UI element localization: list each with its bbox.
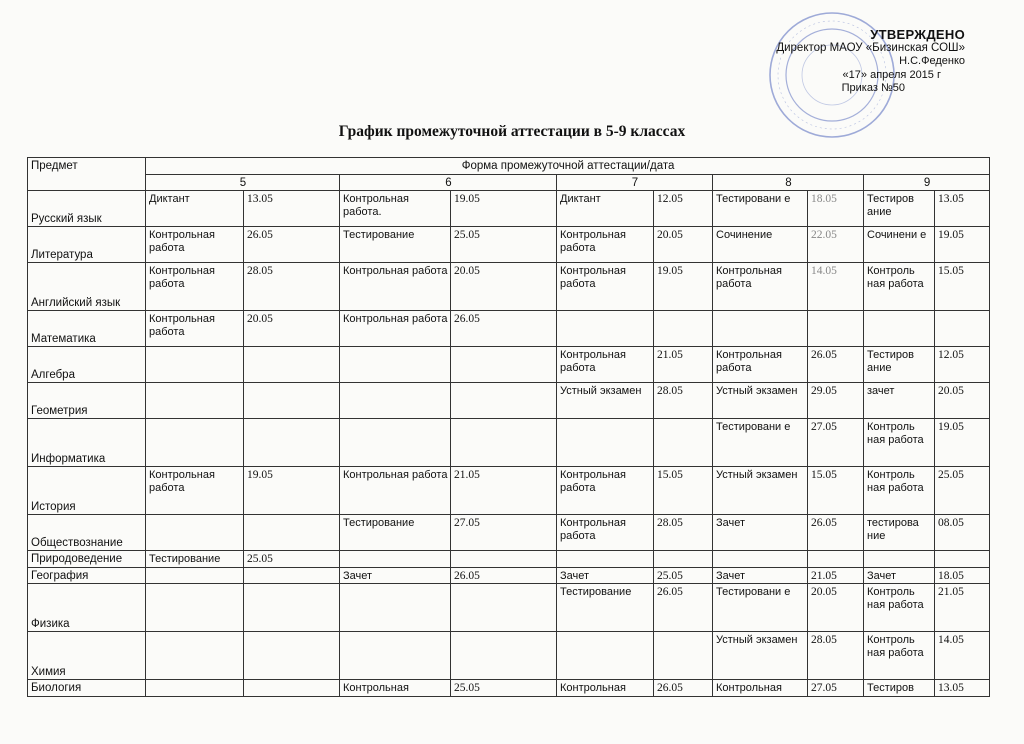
- table-row: [28, 419, 990, 467]
- form-cell: [713, 551, 808, 568]
- form-cell: [864, 311, 935, 347]
- date-cell: 29.05: [808, 383, 864, 419]
- form-cell: Тестирование: [340, 515, 451, 551]
- date-cell: 27.05: [808, 680, 864, 697]
- date-cell: 13.05: [935, 680, 990, 697]
- date-cell: 25.05: [935, 467, 990, 515]
- subject-cell: Химия: [28, 632, 146, 680]
- form-cell: Контроль ная работа: [864, 419, 935, 467]
- date-cell: [451, 632, 557, 680]
- date-cell: [244, 347, 340, 383]
- date-cell: 19.05: [935, 419, 990, 467]
- date-cell: 28.05: [244, 263, 340, 311]
- form-cell: Контрольная работа.: [340, 191, 451, 227]
- form-cell: [146, 680, 244, 697]
- table-row: [28, 347, 990, 383]
- date-cell: 26.05: [654, 584, 713, 632]
- date-cell: 13.05: [244, 191, 340, 227]
- approval-name: Н.С.Феденко: [899, 55, 965, 67]
- form-cell: Тестиров ание: [864, 347, 935, 383]
- table-row: [28, 263, 990, 311]
- form-cell: Контрольная работа: [146, 263, 244, 311]
- date-cell: 27.05: [808, 419, 864, 467]
- date-cell: [244, 680, 340, 697]
- table-row: [28, 551, 990, 568]
- date-cell: 28.05: [808, 632, 864, 680]
- form-cell: Устный экзамен: [713, 632, 808, 680]
- table-row: [28, 383, 990, 419]
- form-cell: [340, 383, 451, 419]
- table-row: [28, 632, 990, 680]
- date-cell: 21.05: [654, 347, 713, 383]
- table-row: [28, 515, 990, 551]
- form-cell: Контрольная работа: [557, 347, 654, 383]
- date-cell: [244, 515, 340, 551]
- date-cell: [808, 311, 864, 347]
- form-cell: [146, 419, 244, 467]
- form-cell: тестирова ние: [864, 515, 935, 551]
- table-row: [28, 227, 990, 263]
- date-cell: 08.05: [935, 515, 990, 551]
- form-cell: [146, 515, 244, 551]
- form-cell: Контроль ная работа: [864, 263, 935, 311]
- subject-cell: Русский язык: [28, 191, 146, 227]
- form-cell: Тестирование: [340, 227, 451, 263]
- subject-cell: Природоведение: [28, 551, 146, 568]
- date-cell: [451, 551, 557, 568]
- date-cell: [451, 584, 557, 632]
- date-cell: 19.05: [935, 227, 990, 263]
- form-cell: Тестирование: [557, 584, 654, 632]
- form-cell: Тестирование: [146, 551, 244, 568]
- form-cell: Контрольная работа: [557, 263, 654, 311]
- form-cell: Тестиров: [864, 680, 935, 697]
- document-title: График промежуточной аттестации в 5-9 классах: [338, 123, 686, 140]
- form-cell: [340, 584, 451, 632]
- date-cell: 12.05: [935, 347, 990, 383]
- form-cell: Тестировани е: [713, 191, 808, 227]
- date-cell: [244, 419, 340, 467]
- table-row: [28, 680, 990, 697]
- date-cell: [654, 419, 713, 467]
- form-cell: Контрольная работа: [146, 311, 244, 347]
- form-cell: [146, 347, 244, 383]
- subject-cell: Физика: [28, 584, 146, 632]
- form-column-header: Форма промежуточной аттестации/дата: [146, 158, 990, 175]
- table-row: [28, 567, 990, 584]
- subject-cell: Литература: [28, 227, 146, 263]
- form-cell: Устный экзамен: [557, 383, 654, 419]
- form-cell: [340, 551, 451, 568]
- form-cell: [557, 311, 654, 347]
- date-cell: [935, 311, 990, 347]
- date-cell: 21.05: [935, 584, 990, 632]
- date-cell: 20.05: [935, 383, 990, 419]
- form-cell: Диктант: [146, 191, 244, 227]
- date-cell: 21.05: [808, 567, 864, 584]
- date-cell: [244, 632, 340, 680]
- approval-heading: УТВЕРЖДЕНО: [870, 27, 965, 42]
- table-row: [28, 191, 990, 227]
- subject-cell: Биология: [28, 680, 146, 697]
- date-cell: 26.05: [808, 515, 864, 551]
- date-cell: 28.05: [654, 383, 713, 419]
- form-cell: Контрольная: [713, 680, 808, 697]
- date-cell: [654, 632, 713, 680]
- date-cell: 14.05: [808, 263, 864, 311]
- date-cell: 15.05: [654, 467, 713, 515]
- grade-header: 9: [864, 174, 990, 191]
- date-cell: 26.05: [808, 347, 864, 383]
- date-cell: [244, 383, 340, 419]
- subject-cell: Алгебра: [28, 347, 146, 383]
- form-cell: зачет: [864, 383, 935, 419]
- subject-cell: Геометрия: [28, 383, 146, 419]
- form-cell: Сочинение: [713, 227, 808, 263]
- approval-date: «17» апреля 2015 г: [842, 68, 941, 81]
- form-cell: [146, 567, 244, 584]
- form-cell: [146, 584, 244, 632]
- form-cell: Контроль ная работа: [864, 467, 935, 515]
- date-cell: 21.05: [451, 467, 557, 515]
- subject-cell: География: [28, 567, 146, 584]
- subject-cell: Информатика: [28, 419, 146, 467]
- form-cell: Контрольная работа: [713, 263, 808, 311]
- form-cell: [146, 632, 244, 680]
- date-cell: 19.05: [654, 263, 713, 311]
- grade-header: 7: [557, 174, 713, 191]
- form-cell: Зачет: [340, 567, 451, 584]
- form-cell: Зачет: [713, 515, 808, 551]
- table-row: [28, 311, 990, 347]
- form-cell: Контрольная работа: [557, 515, 654, 551]
- form-cell: [557, 419, 654, 467]
- form-cell: [340, 632, 451, 680]
- date-cell: [935, 551, 990, 568]
- date-cell: 20.05: [451, 263, 557, 311]
- date-cell: [451, 347, 557, 383]
- form-cell: Контрольная работа: [557, 227, 654, 263]
- table-row: [28, 467, 990, 515]
- form-cell: Сочинени е: [864, 227, 935, 263]
- date-cell: 25.05: [654, 567, 713, 584]
- form-cell: [340, 347, 451, 383]
- date-cell: 26.05: [451, 311, 557, 347]
- table-row: [28, 584, 990, 632]
- form-cell: Контрольная работа: [557, 467, 654, 515]
- form-cell: Контрольная работа: [340, 467, 451, 515]
- form-cell: Контрольная: [557, 680, 654, 697]
- form-cell: Тестировани е: [713, 584, 808, 632]
- form-cell: [864, 551, 935, 568]
- grade-header: 8: [713, 174, 864, 191]
- date-cell: [451, 419, 557, 467]
- date-cell: 13.05: [935, 191, 990, 227]
- form-cell: Контрольная работа: [340, 263, 451, 311]
- form-cell: Устный экзамен: [713, 467, 808, 515]
- date-cell: 26.05: [451, 567, 557, 584]
- date-cell: [654, 551, 713, 568]
- subject-cell: История: [28, 467, 146, 515]
- form-cell: Контрольная работа: [146, 227, 244, 263]
- date-cell: [244, 567, 340, 584]
- form-cell: [557, 632, 654, 680]
- subject-cell: Обществознание: [28, 515, 146, 551]
- date-cell: [654, 311, 713, 347]
- date-cell: [808, 551, 864, 568]
- approval-director: Директор МАОУ «Бизинская СОШ»: [776, 41, 965, 54]
- date-cell: 26.05: [654, 680, 713, 697]
- form-cell: Контроль ная работа: [864, 584, 935, 632]
- form-cell: [557, 551, 654, 568]
- date-cell: 27.05: [451, 515, 557, 551]
- date-cell: 26.05: [244, 227, 340, 263]
- form-cell: Тестиров ание: [864, 191, 935, 227]
- attestation-schedule-table: [27, 157, 990, 697]
- date-cell: 19.05: [451, 191, 557, 227]
- subject-cell: Английский язык: [28, 263, 146, 311]
- form-cell: Контрольная: [340, 680, 451, 697]
- date-cell: 18.05: [808, 191, 864, 227]
- subject-column-header: Предмет: [28, 158, 146, 191]
- form-cell: Устный экзамен: [713, 383, 808, 419]
- date-cell: 18.05: [935, 567, 990, 584]
- form-cell: Тестировани е: [713, 419, 808, 467]
- grade-header: 6: [340, 174, 557, 191]
- date-cell: 20.05: [808, 584, 864, 632]
- date-cell: 14.05: [935, 632, 990, 680]
- date-cell: 12.05: [654, 191, 713, 227]
- form-cell: Контрольная работа: [713, 347, 808, 383]
- date-cell: 25.05: [244, 551, 340, 568]
- form-cell: Диктант: [557, 191, 654, 227]
- date-cell: 20.05: [654, 227, 713, 263]
- approval-order: Приказ №50: [841, 82, 905, 94]
- date-cell: [451, 383, 557, 419]
- form-cell: [713, 311, 808, 347]
- date-cell: 15.05: [935, 263, 990, 311]
- form-cell: [146, 383, 244, 419]
- form-cell: Зачет: [864, 567, 935, 584]
- date-cell: 22.05: [808, 227, 864, 263]
- form-cell: Зачет: [557, 567, 654, 584]
- date-cell: 25.05: [451, 227, 557, 263]
- form-cell: Контрольная работа: [146, 467, 244, 515]
- form-cell: Зачет: [713, 567, 808, 584]
- date-cell: [244, 584, 340, 632]
- form-cell: [340, 419, 451, 467]
- date-cell: 20.05: [244, 311, 340, 347]
- date-cell: 25.05: [451, 680, 557, 697]
- date-cell: 15.05: [808, 467, 864, 515]
- date-cell: 19.05: [244, 467, 340, 515]
- approval-block: [765, 28, 965, 96]
- form-cell: Контроль ная работа: [864, 632, 935, 680]
- form-cell: Контрольная работа: [340, 311, 451, 347]
- grade-header: 5: [146, 174, 340, 191]
- date-cell: 28.05: [654, 515, 713, 551]
- subject-cell: Математика: [28, 311, 146, 347]
